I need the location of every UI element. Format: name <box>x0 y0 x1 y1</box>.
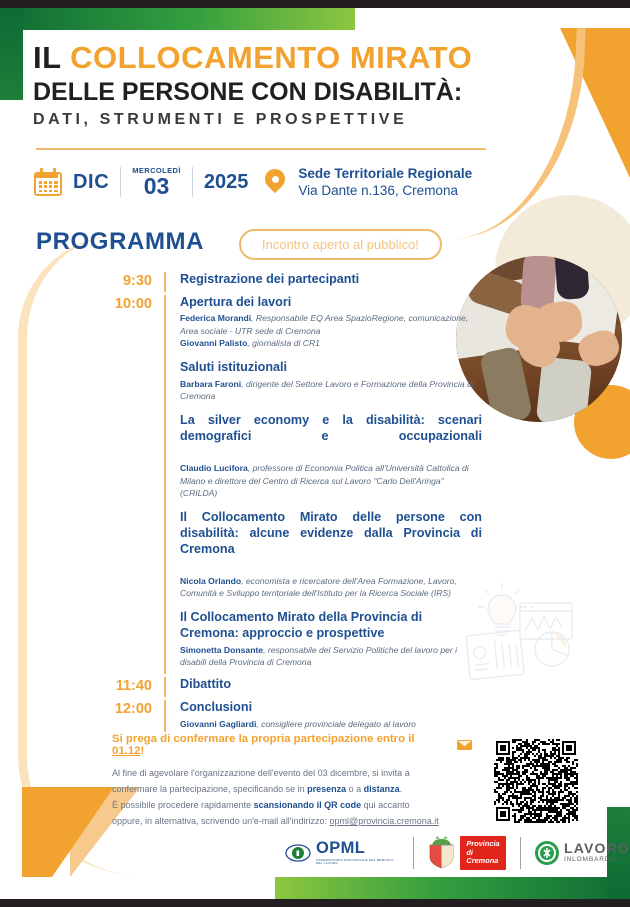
entry-speaker <box>180 644 482 668</box>
green-bar-bottom-right <box>275 877 630 899</box>
status-badge: Incontro aperto al pubblico! <box>239 229 442 260</box>
schedule-entry <box>180 272 482 288</box>
opml-subtitle: OSSERVATORIO PROVINCIALE DEL MERCATO DEL LAVORO <box>316 857 394 866</box>
entry-speaker <box>180 718 482 730</box>
entry-title: Il Collocamento Mirato della Provincia di Cremona: approccio e prospettive <box>180 610 423 641</box>
speaker-role: , giornalista di CR1 <box>247 337 320 348</box>
green-bar-left <box>0 8 23 100</box>
schedule-time: 11:40 <box>115 678 152 695</box>
schedule-entry <box>180 510 482 599</box>
schedule-entry <box>180 360 482 402</box>
page-subtitle: DELLE PERSONE CON DISABILITÀ: <box>33 77 463 106</box>
speaker-name: Giovanni Palisto <box>180 337 248 348</box>
provincia-line-1: Provincia <box>466 839 500 848</box>
location-pin-icon <box>265 168 285 196</box>
header-divider <box>36 148 486 150</box>
calendar-icon <box>34 168 62 196</box>
rsvp-section <box>112 733 472 829</box>
event-meta <box>34 165 472 200</box>
schedule-entry <box>180 610 482 668</box>
lavoro-lombardia-logo <box>535 841 630 865</box>
bottom-edge-rule <box>0 899 630 907</box>
opml-name: OPML <box>316 839 366 858</box>
ideas-illustration-watermark <box>458 575 578 685</box>
entry-speaker <box>180 312 482 336</box>
schedule-items <box>180 272 482 292</box>
poster-header <box>33 42 513 129</box>
speaker-name: Nicola Orlando <box>180 575 242 586</box>
title-highlight: COLLOCAMENTO MIRATO <box>70 40 473 75</box>
schedule-time: 10:00 <box>114 295 152 312</box>
entry-title: Conclusioni <box>180 699 253 714</box>
speaker-role: , economista e ricercatore dell'Area Formazione, Lavoro, Comunità e Sviluppo territoriale dell'Istituto per la Ricerca Sociale (IRS) <box>180 575 457 599</box>
rsvp-body <box>112 765 472 829</box>
schedule-items <box>180 677 482 697</box>
page-title <box>33 42 513 75</box>
rsvp-headline-text: Si prega di confermare la propria partecipazione entro il 01.12! <box>112 733 415 757</box>
speaker-role: , responsabile del Servizio Politiche del lavoro per i disabili della Provincia di Cremona <box>180 644 458 668</box>
rsvp-line-1: Al fine di agevolare l'organizzazione dell'evento del 03 dicembre, si invita a <box>112 768 410 778</box>
footer-logos <box>285 836 630 870</box>
provincia-badge <box>460 836 505 870</box>
entry-speaker <box>180 462 482 499</box>
lavoro-wordmark <box>564 841 630 864</box>
entry-title: Apertura dei lavori <box>180 294 292 309</box>
venue-address: Via Dante n.136, Cremona <box>298 183 458 199</box>
venue-name: Sede Territoriale Regionale <box>298 166 473 181</box>
meta-divider-2 <box>192 167 193 197</box>
program-schedule <box>92 272 482 735</box>
orange-triangle-decoration <box>22 787 114 877</box>
event-venue <box>298 165 472 200</box>
speaker-name: Federica Morandi <box>180 313 252 324</box>
schedule-row <box>92 272 482 292</box>
rsvp-line-4: oppure, in alternativa, scrivendo un'e-mail all'indirizzo: opml@provincia.cremona.it <box>112 816 439 827</box>
entry-speaker <box>180 575 482 599</box>
event-weekday: MERCOLEDÌ <box>132 165 181 175</box>
speaker-role: , dirigente del Settore Lavoro e Formazione della Provincia di Cremona <box>180 378 474 402</box>
speaker-name: Claudio Lucifora <box>180 463 248 474</box>
rsvp-headline <box>112 733 472 757</box>
opml-logo <box>285 840 399 865</box>
provincia-line-2: di Cremona <box>466 847 499 866</box>
schedule-divider <box>164 295 166 675</box>
title-prefix: IL <box>33 40 71 75</box>
envelope-icon <box>457 740 472 750</box>
schedule-entry <box>180 295 482 349</box>
event-year: 2025 <box>203 170 249 193</box>
entry-title: Dibattito <box>180 677 232 692</box>
meta-divider-1 <box>120 167 121 197</box>
rsvp-line-2: confermare la partecipazione, specificando se in presenza o a distanza. <box>112 784 403 795</box>
schedule-divider <box>164 677 166 697</box>
schedule-time: 12:00 <box>114 700 152 717</box>
speaker-name: Barbara Faroni <box>180 378 242 389</box>
schedule-items <box>180 295 482 675</box>
eye-icon <box>285 844 311 862</box>
contact-email[interactable]: opml@provincia.cremona.it <box>329 816 439 827</box>
logo-divider-1 <box>413 837 414 869</box>
coat-of-arms-icon <box>428 836 455 869</box>
schedule-row <box>92 677 482 697</box>
schedule-divider <box>164 272 166 292</box>
program-heading: PROGRAMMA <box>36 228 205 255</box>
entry-title: Il Collocamento Mirato delle persone con disabilità: alcune evidenze dalla Provincia di Cremona <box>180 510 482 556</box>
provincia-cremona-logo <box>428 836 505 870</box>
schedule-items <box>180 700 482 732</box>
opml-wordmark <box>316 840 399 865</box>
entry-speaker <box>180 378 482 402</box>
lavoro-mark-icon <box>535 841 559 865</box>
event-day-group <box>132 167 181 199</box>
speaker-role: , Responsabile EQ Area SpazioRegione, comunicazione, Area sociale - UTR sede di Cremona <box>180 313 469 336</box>
rsvp-line-3: È possibile procedere rapidamente scansionando il QR code qui accanto <box>112 800 410 811</box>
lavoro-subtitle: INLOMBARDIA <box>563 856 619 864</box>
qr-code[interactable] <box>490 735 582 827</box>
schedule-divider <box>164 700 166 732</box>
schedule-entry <box>180 413 482 499</box>
entry-title: La silver economy e la disabilità: scenari demografici e occupazionali <box>180 413 482 443</box>
schedule-entry <box>180 677 482 693</box>
schedule-time: 9:30 <box>122 273 152 289</box>
speaker-role: , professore di Economia Politica all'Università Cattolica di Milano e direttore del Centro di Ricerca sul Lavoro "Carlo Dell'Aringa" (CRILDA) <box>180 463 469 498</box>
schedule-row <box>92 295 482 675</box>
rsvp-deadline: 01.12 <box>112 745 141 757</box>
logo-divider-2 <box>520 837 521 869</box>
schedule-row <box>92 700 482 732</box>
entry-title: Registrazione dei partecipanti <box>180 272 360 286</box>
top-edge-rule <box>0 0 630 8</box>
entry-speaker <box>180 337 482 349</box>
schedule-entry <box>180 700 482 730</box>
lavoro-name: LAVORO <box>563 840 630 857</box>
green-bar-top-left <box>0 8 355 30</box>
event-day: 03 <box>143 173 170 200</box>
speaker-role: , consigliere provinciale delegato al lavoro <box>256 718 416 729</box>
event-month: DIC <box>73 170 110 193</box>
speaker-name: Simonetta Donsante <box>180 644 264 655</box>
page-tagline: DATI, STRUMENTI E PROSPETTIVE <box>33 111 408 129</box>
speaker-name: Giovanni Gagliardi <box>180 718 257 729</box>
entry-title: Saluti istituzionali <box>180 360 288 375</box>
